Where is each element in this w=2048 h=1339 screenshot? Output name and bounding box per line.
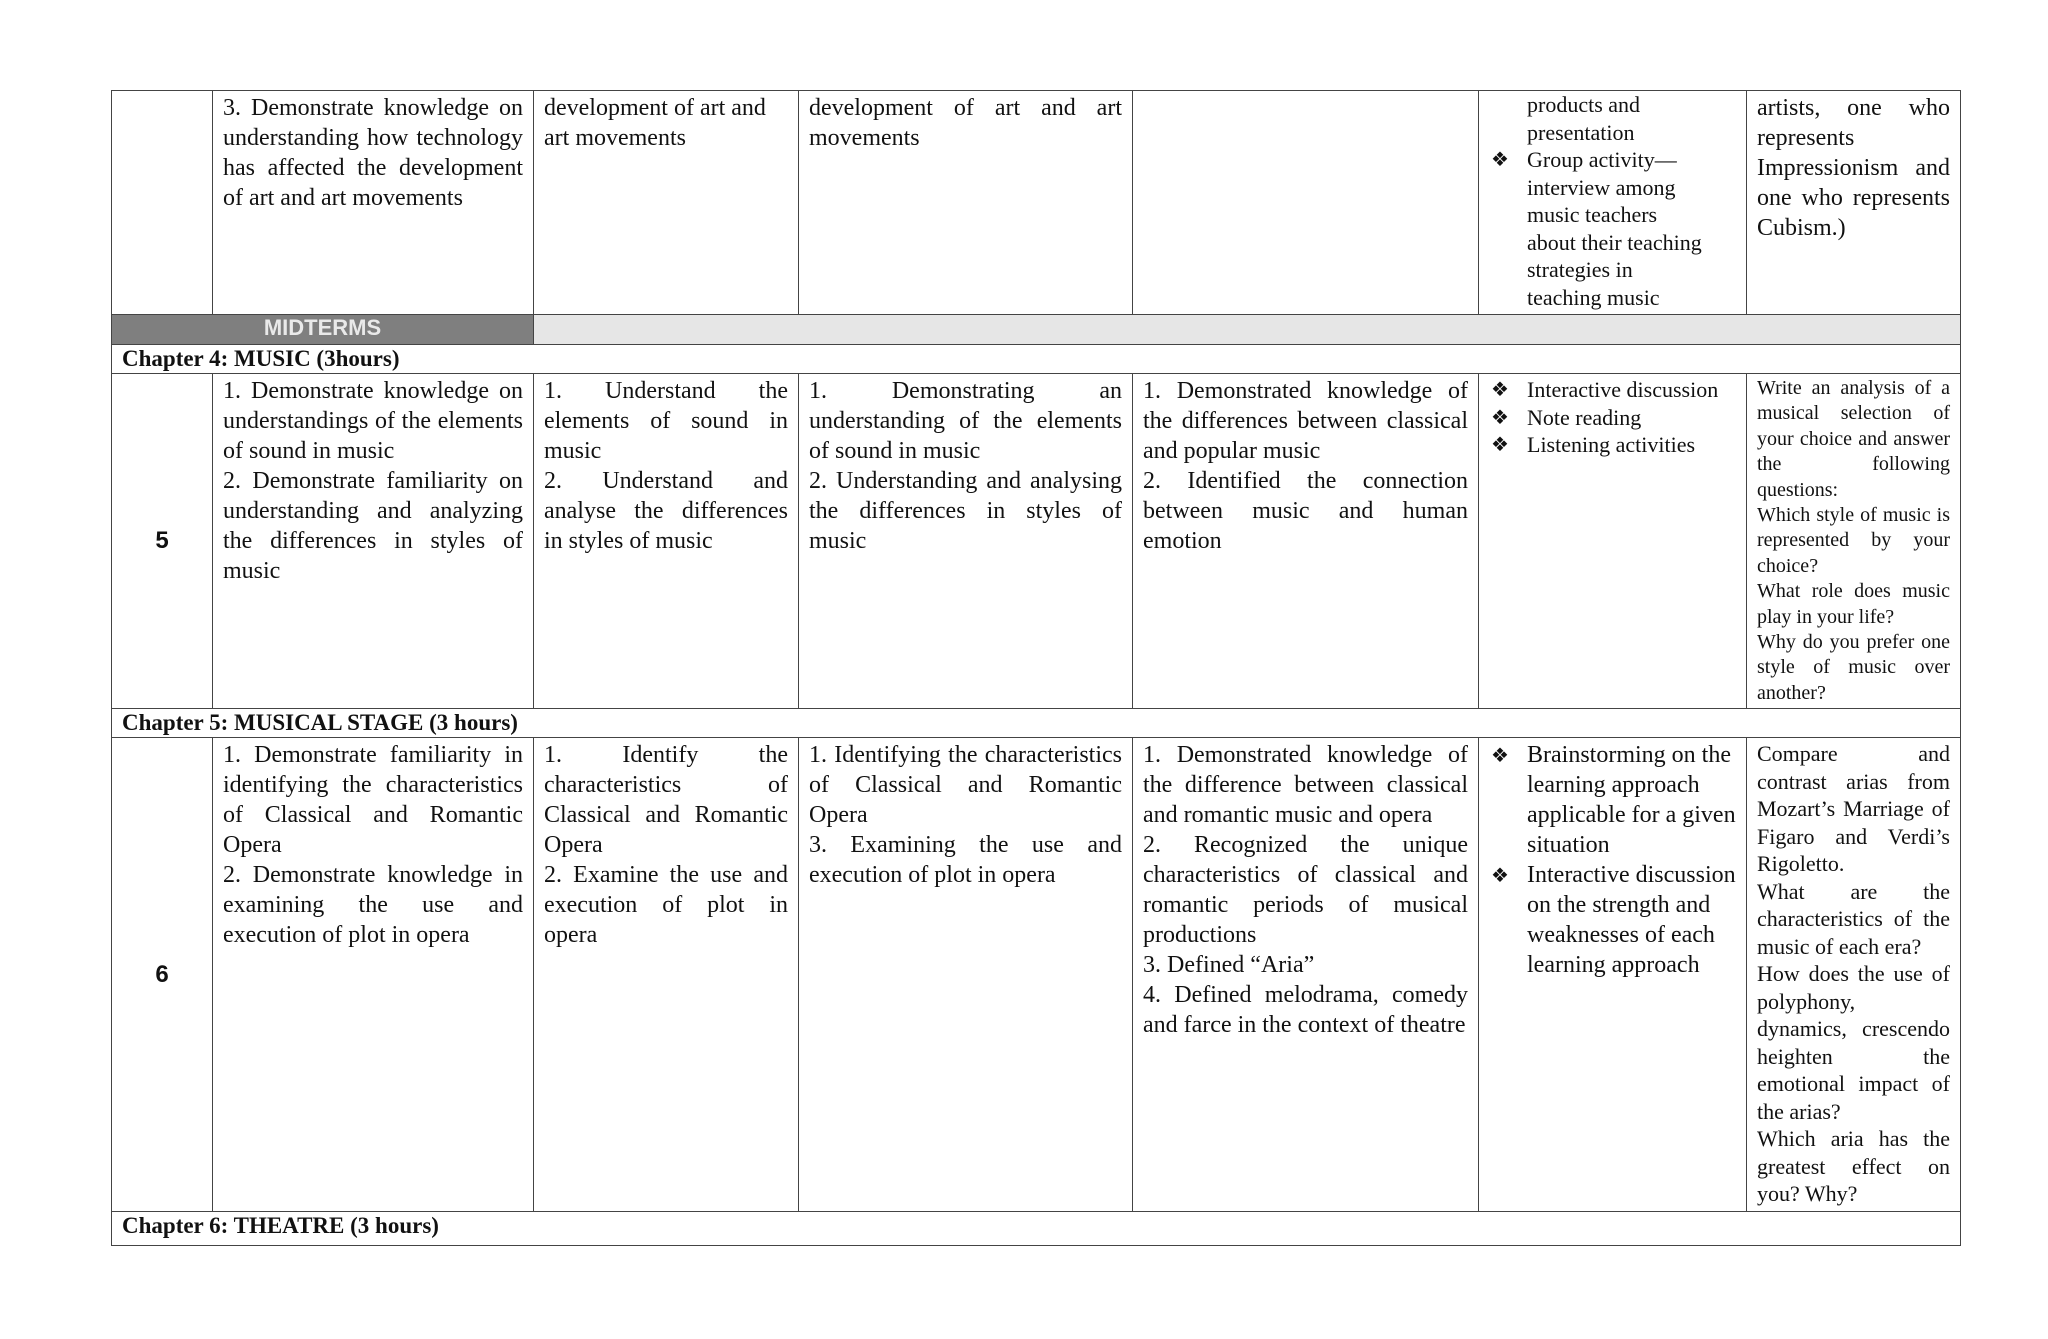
learning-outcome-text: 2. Demonstrate familiarity on understanding and analyzing the differences in styles of music: [223, 468, 523, 584]
topic-text: 1. Understand the elements of sound in music: [544, 378, 788, 464]
result-text: 4. Defined melodrama, comedy and farce in the context of theatre: [1143, 982, 1468, 1039]
chapter-row: [112, 709, 1961, 738]
diamond-bullet-icon: ❖: [1491, 404, 1509, 429]
learning-outcome-text: 2. Demonstrate knowledge in examining the use and execution of plot in opera: [223, 862, 523, 949]
activity-line: teaching music: [1527, 284, 1660, 310]
topic-text: 1. Identify the characteristics of Classical and Romantic Opera: [544, 742, 788, 859]
assessment-text: Compare and contrast arias from Mozart’s Marriage of Figaro and Verdi’s Rigoletto.: [1757, 741, 1950, 877]
chapter-row: [112, 1212, 1961, 1246]
result-text: 1. Demonstrated knowledge of the difference between classical and romantic music and opera: [1143, 742, 1468, 829]
skill-cell: [799, 374, 1133, 709]
activities-cell: [1479, 374, 1747, 709]
topic-text: development of art and art movements: [544, 95, 766, 151]
midterms-row: [112, 315, 1961, 345]
learning-outcome-text: 3. Demonstrate knowledge on understanding how technology has affected the development of art and art movements: [223, 95, 523, 211]
chapter-heading: Chapter 5: MUSICAL STAGE (3 hours): [112, 709, 1961, 738]
activity-list: [1489, 376, 1736, 459]
result-cell: [1133, 91, 1479, 315]
assessment-text: Which aria has the greatest effect on you? Why?: [1757, 1126, 1950, 1207]
result-text: 2. Recognized the unique characteristics of classical and romantic periods of musical productions: [1143, 832, 1468, 949]
learning-outcome-cell: [213, 91, 534, 315]
topic-text: 2. Examine the use and execution of plot in opera: [544, 862, 788, 949]
skill-text: development of art and art movements: [809, 95, 1122, 151]
list-item: ❖ Note reading: [1491, 404, 1642, 430]
topic-cell: [534, 91, 799, 315]
assessment-text: Why do you prefer one style of music over another?: [1757, 631, 1950, 704]
topic-text: 2. Understand and analyse the differences in styles of music: [544, 468, 788, 554]
midterms-band: [534, 315, 1961, 345]
diamond-bullet-icon: ❖: [1491, 147, 1509, 171]
table-row: [112, 91, 1961, 315]
learning-outcome-cell: [213, 738, 534, 1212]
week-number: 5: [112, 374, 213, 709]
chapter-row: [112, 345, 1961, 374]
skill-text: 2. Understanding and analysing the differences in styles of music: [809, 468, 1122, 554]
week-number: 6: [112, 738, 213, 1212]
result-text: 2. Identified the connection between music and human emotion: [1143, 468, 1468, 554]
learning-outcome-text: 1. Demonstrate knowledge on understandings of the elements of sound in music: [223, 378, 523, 464]
list-item: ❖ Listening activities: [1491, 432, 1696, 457]
diamond-bullet-icon: ❖: [1491, 432, 1509, 456]
skill-cell: [799, 738, 1133, 1212]
table-row: [112, 374, 1961, 709]
result-cell: [1133, 374, 1479, 709]
chapter-heading: Chapter 4: MUSIC (3hours): [112, 345, 1961, 374]
skill-cell: [799, 91, 1133, 315]
diamond-bullet-icon: ❖: [1491, 377, 1509, 401]
week-cell: [112, 91, 213, 315]
learning-outcome-text: 1. Demonstrate familiarity in identifying the characteristics of Classical and Romantic Opera: [223, 742, 523, 859]
learning-outcome-cell: [213, 374, 534, 709]
assessment-cell: [1747, 738, 1961, 1212]
assessment-text: Write an analysis of a musical selection of your choice and answer the following questions:: [1757, 377, 1950, 501]
result-text: 3. Defined “Aria”: [1143, 952, 1315, 979]
assessment-text: artists, one who represents Impressionism and one who represents Cubism.): [1757, 95, 1950, 241]
chapter-heading: Chapter 6: THEATRE (3 hours): [112, 1212, 1961, 1246]
activity-line: strategies in: [1527, 257, 1633, 282]
skill-text: 1. Demonstrating an understanding of the elements of sound in music: [809, 378, 1122, 464]
topic-cell: [534, 738, 799, 1212]
result-cell: [1133, 738, 1479, 1212]
activity-line: presentation: [1527, 119, 1635, 145]
diamond-bullet-icon: ❖: [1491, 863, 1509, 888]
assessment-text: Which style of music is represented by your choice?: [1757, 504, 1950, 577]
result-text: 1. Demonstrated knowledge of the differences between classical and popular music: [1143, 378, 1468, 464]
assessment-cell: [1747, 91, 1961, 315]
topic-cell: [534, 374, 799, 709]
activity-line: interview among: [1527, 174, 1676, 200]
list-item: ❖ Brainstorming on the learning approach applicable for a given situation: [1491, 742, 1736, 859]
assessment-text: What are the characteristics of the music of each era?: [1757, 878, 1950, 959]
syllabus-page: [111, 90, 1960, 1246]
list-item: ❖ Interactive discussion on the strength and weaknesses of each learning approach: [1491, 862, 1736, 979]
activity-line: about their teaching: [1527, 229, 1702, 255]
midterms-label: MIDTERMS: [112, 315, 534, 345]
list-item: ❖ Interactive discussion: [1491, 377, 1719, 402]
activity-line: music teachers: [1527, 202, 1658, 227]
table-row: [112, 738, 1961, 1212]
diamond-bullet-icon: ❖: [1491, 743, 1509, 768]
skill-text: 1. Identifying the characteristics of Classical and Romantic Opera: [809, 742, 1122, 829]
activity-list: [1489, 740, 1736, 980]
activities-cell: [1479, 91, 1747, 315]
activities-cell: [1479, 738, 1747, 1212]
skill-text: 3. Examining the use and execution of plot in opera: [809, 832, 1122, 889]
syllabus-table: [111, 90, 1961, 1246]
assessment-cell: [1747, 374, 1961, 709]
activity-line: Group activity—: [1527, 147, 1677, 172]
list-item: [1489, 146, 1736, 311]
activity-list: [1489, 146, 1736, 311]
activity-line: products and: [1527, 92, 1641, 117]
assessment-text: What role does music play in your life?: [1757, 580, 1950, 628]
assessment-text: How does the use of polyphony, dynamics, crescendo heighten the emotional impact of the arias?: [1757, 961, 1950, 1124]
